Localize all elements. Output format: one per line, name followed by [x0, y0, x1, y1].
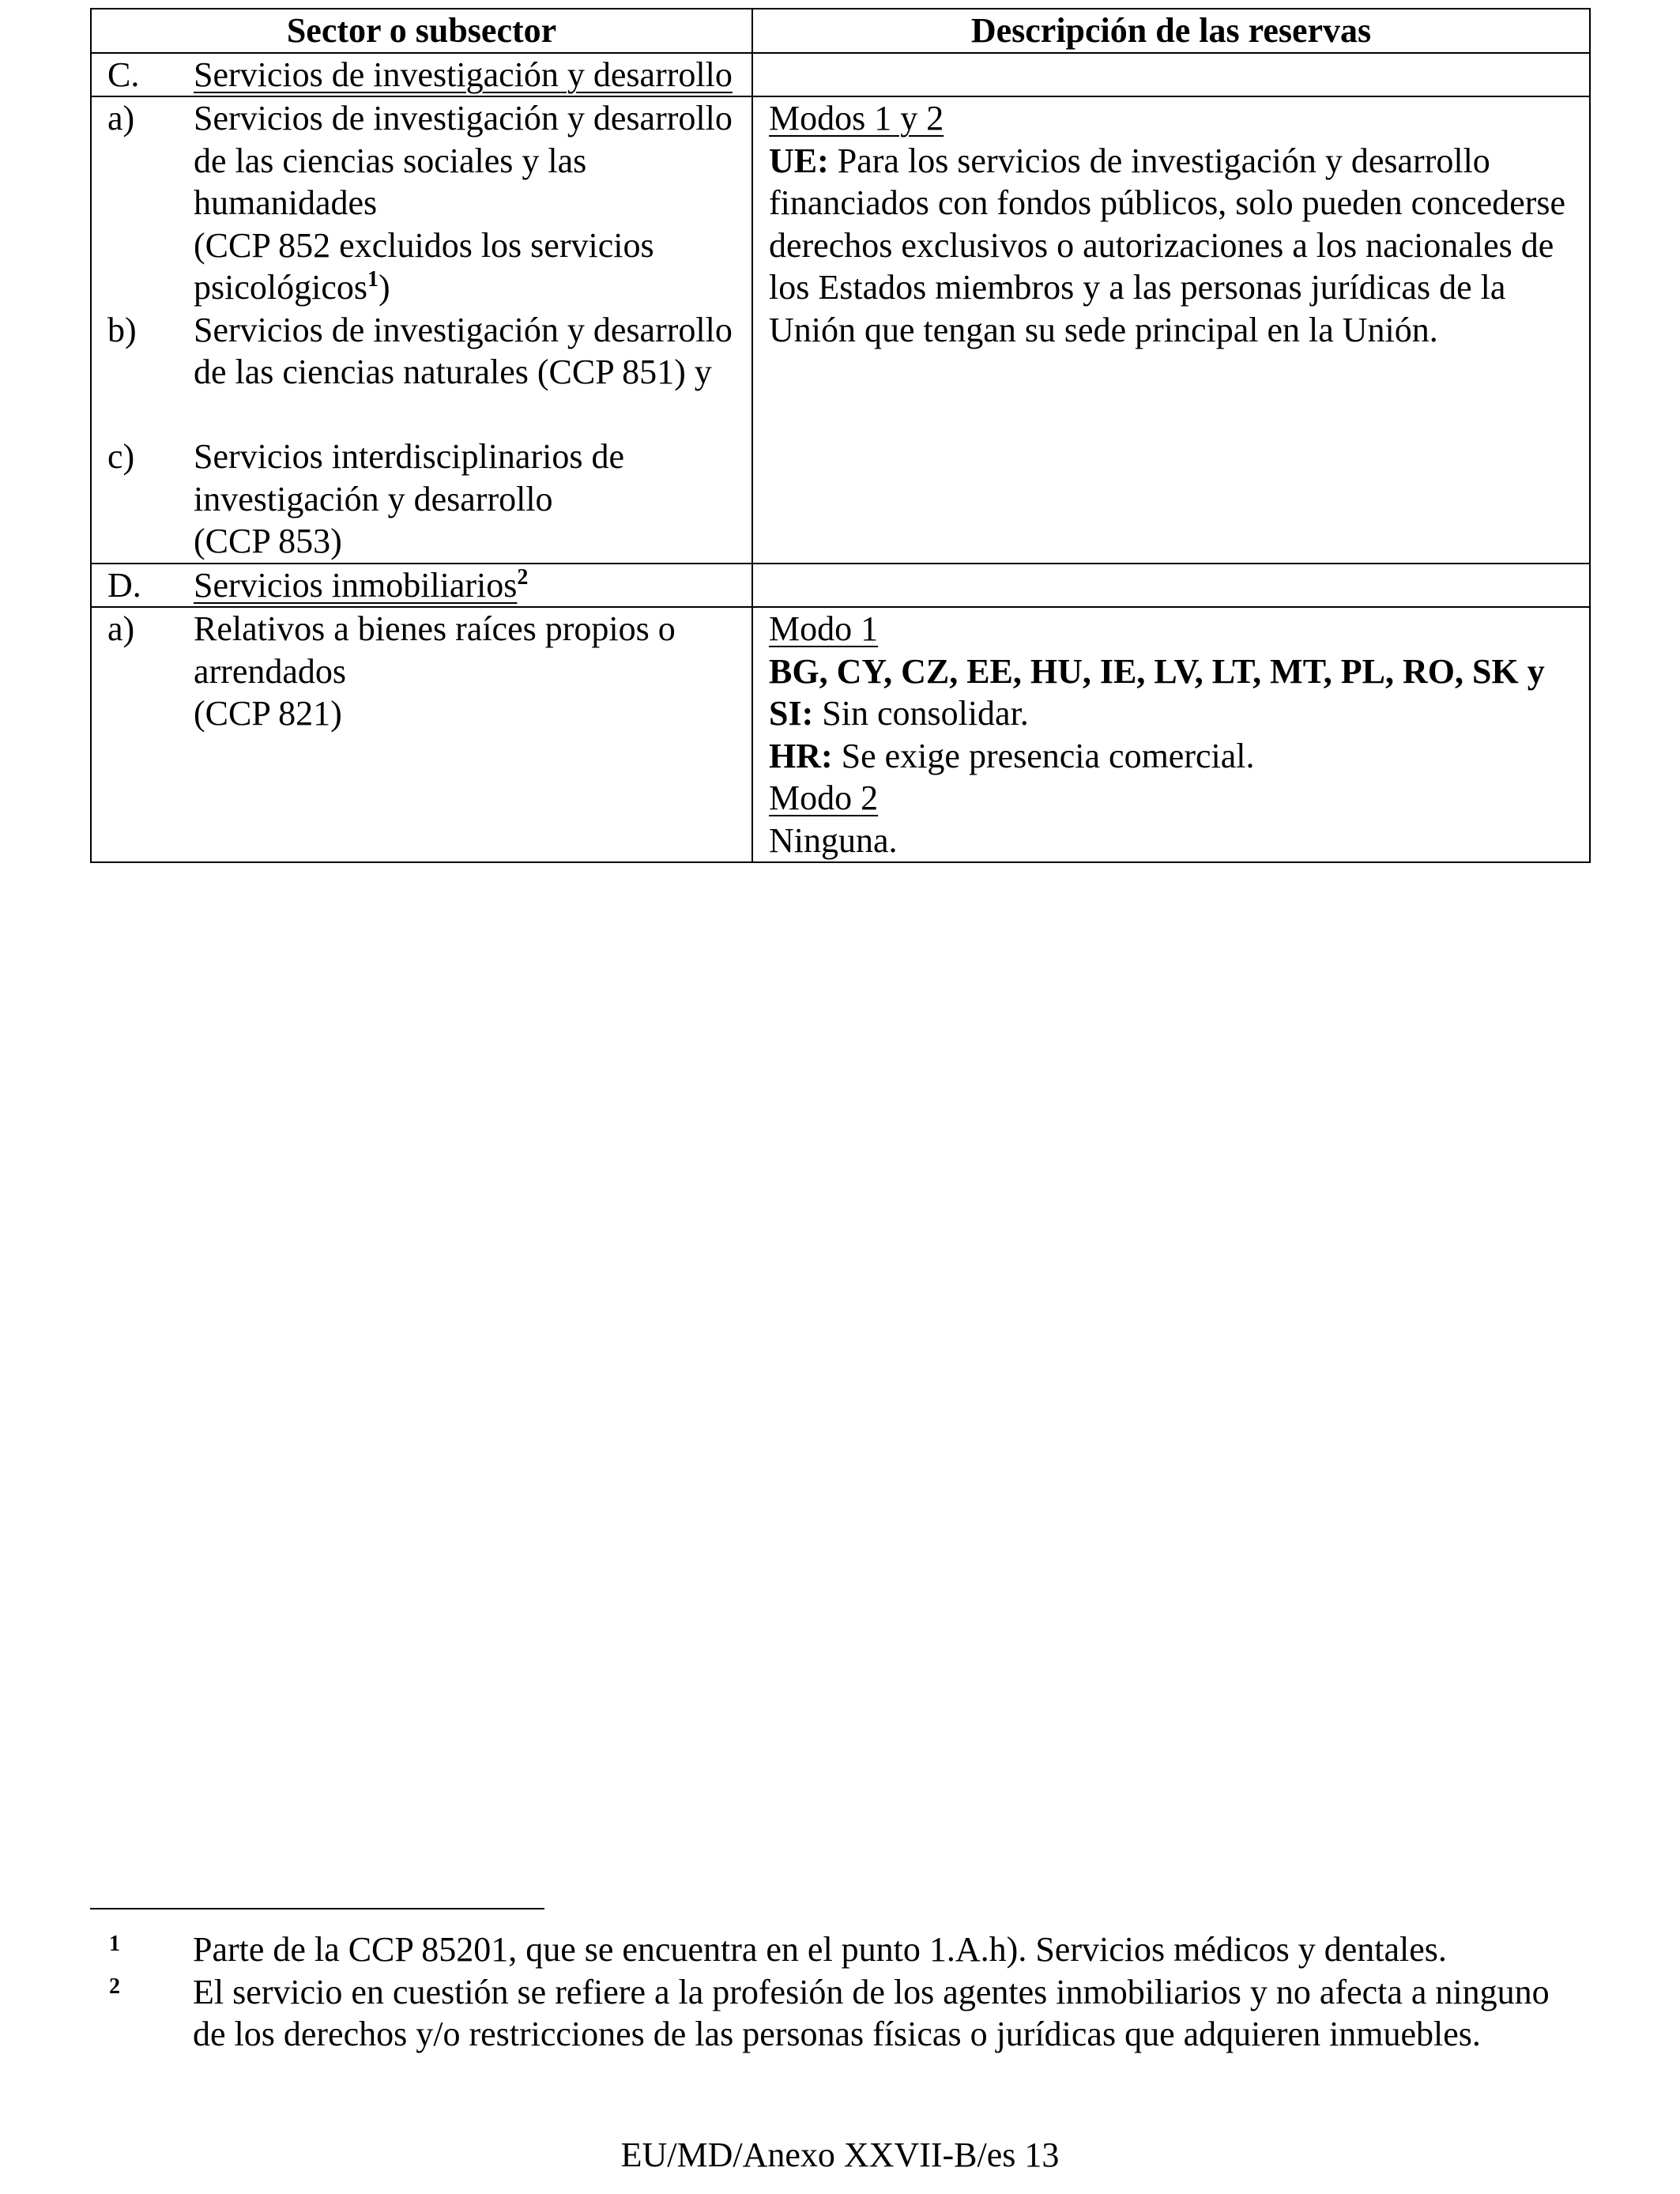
reserve-text [769, 140, 1573, 352]
item-label: a) [107, 99, 135, 138]
section-d-items-cell [91, 607, 752, 862]
table-header-row [91, 9, 1590, 53]
item-a-text: Servicios de investigación y desarrollo de las ciencias sociales y las humanidades [194, 99, 733, 222]
footnote-number: 1 [109, 1932, 120, 1956]
item-c-text: Servicios interdisciplinarios de investigación y desarrollo [194, 437, 624, 518]
list-item [107, 435, 736, 563]
footnote-text: Parte de la CCP 85201, que se encuentra en el punto 1.A.h). Servicios médicos y dentales. [193, 1930, 1447, 1969]
reserve-text [769, 650, 1573, 735]
item-text [194, 435, 736, 563]
mode-heading: Modos 1 y 2 [769, 99, 944, 138]
section-c-reserve-cell [752, 96, 1590, 564]
header-descripcion: Descripción de las reservas [752, 9, 1590, 53]
item-a-ccp: (CCP 852 excluidos los servicios psicológicos [194, 225, 654, 307]
section-d-title-wrap [194, 564, 736, 607]
reserve-body: Para los servicios de investigación y desarrollo financiados con fondos públicos, solo pueden concederse derechos exclusivos o autorizaciones a los nacionales de los Estados miembros y a las personas jurídicas de la Unión que tengan su sede principal en la Unión. [769, 141, 1566, 349]
section-c-items-cell [91, 96, 752, 564]
mode-heading: Modo 1 [769, 609, 879, 648]
list-item [107, 97, 736, 309]
reserve-body: Se exige presencia comercial. [832, 736, 1255, 775]
party-codes: BG, CY, CZ, EE, HU, IE, LV, LT, MT, PL, RO, SK y SI: [769, 651, 1545, 733]
party-code: UE: [769, 141, 829, 180]
header-sector: Sector o subsector [91, 9, 752, 53]
section-d-heading [107, 564, 736, 607]
page-footer: EU/MD/Anexo XXVII-B/es 13 [620, 2136, 1060, 2174]
item-a-close: ) [378, 268, 390, 307]
table-row-section-c [91, 53, 1590, 97]
table-row-section-d-items [91, 607, 1590, 862]
section-d-empty-cell [752, 564, 1590, 608]
reserve-body: Sin consolidar. [813, 694, 1029, 733]
reserve-text [769, 735, 1573, 778]
section-c-heading-cell [91, 53, 752, 97]
spacer [107, 394, 736, 436]
section-d-reserve-cell [752, 607, 1590, 862]
item-d-text: Relativos a bienes raíces propios o arrendados [194, 609, 676, 691]
item-c-ccp: (CCP 853) [194, 522, 342, 560]
table-row-section-c-items [91, 96, 1590, 564]
item-d-ccp: (CCP 821) [194, 694, 342, 733]
footnote-text: El servicio en cuestión se refiere a la profesión de los agentes inmobiliarios y no afecta a ninguno de los derechos y/o restricciones de las personas físicas o jurídicas que adquieren inmuebles. [193, 1972, 1550, 2053]
footnote [90, 1971, 1584, 2056]
list-item [107, 608, 736, 735]
section-c-heading [107, 54, 736, 96]
reservations-table [90, 8, 1591, 863]
list-item [107, 309, 736, 394]
item-text [194, 608, 736, 735]
footnote-separator [90, 1908, 544, 1909]
footnote [90, 1928, 1584, 1971]
section-d-heading-cell [91, 564, 752, 608]
section-c-label: C. [107, 55, 140, 94]
section-c-title: Servicios de investigación y desarrollo [194, 55, 733, 94]
item-text [194, 97, 736, 309]
reserve-body: Ninguna. [769, 820, 898, 860]
item-text: Servicios de investigación y desarrollo de las ciencias naturales (CCP 851) y [194, 310, 733, 391]
mode-heading: Modo 2 [769, 778, 879, 817]
footnote-ref[interactable]: 1 [367, 267, 379, 292]
footnote-ref[interactable]: 2 [517, 564, 529, 590]
footnotes [90, 1928, 1584, 2056]
item-label: c) [107, 437, 135, 476]
item-label: b) [107, 310, 137, 349]
table-row-section-d [91, 564, 1590, 608]
section-d-label: D. [107, 565, 141, 605]
section-d-title: Servicios inmobiliarios [194, 565, 518, 605]
footnote-number: 2 [109, 1973, 120, 1999]
item-label: a) [107, 609, 135, 648]
party-code: HR: [769, 736, 833, 775]
section-c-empty-cell [752, 53, 1590, 97]
